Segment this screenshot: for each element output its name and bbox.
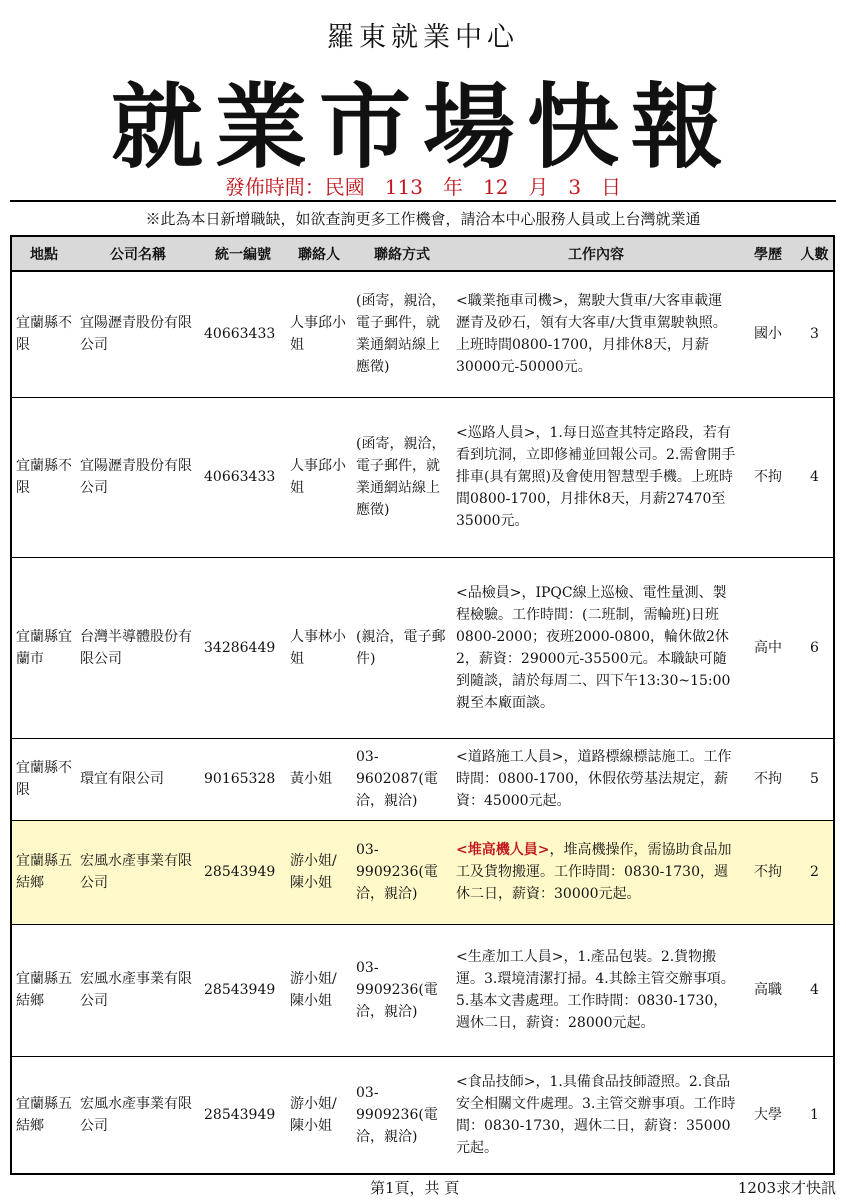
cell-education: 國小 (740, 271, 796, 397)
col-header-location: 地點 (12, 237, 76, 271)
table-row (12, 1056, 833, 1174)
cell-location: 宜蘭縣不限 (12, 271, 76, 397)
table-row (12, 738, 833, 820)
cell-content (452, 271, 740, 397)
cell-contact: 游小姐/陳小姐 (286, 924, 352, 1056)
job-content-text: <品檢員>，IPQC線上巡檢、電性量測、製程檢驗。工作時間：(二班制，需輪班)日班0800-2000；夜班2000-0800，輪休做2休2，薪資：29000元-35500元。本職缺可隨到隨談，請於每周二、四下午13:30~15:00親至本廠面談。 (456, 584, 731, 711)
cell-method: (親洽，電子郵件) (352, 557, 452, 738)
table-row (12, 397, 833, 557)
cell-contact: 人事邱小姐 (286, 271, 352, 397)
header-rule (10, 200, 836, 202)
document-code: 1203求才快訊 (737, 1179, 836, 1197)
publish-date: 發佈時間：民國 113 年 12 月 3 日 (224, 174, 622, 199)
cell-count: 3 (796, 271, 833, 397)
col-header-count: 人數 (796, 237, 833, 271)
cell-company: 台灣半導體股份有限公司 (76, 557, 200, 738)
cell-tax-id: 28543949 (200, 1056, 286, 1174)
cell-company: 宏風水產事業有限公司 (76, 820, 200, 924)
cell-location: 宜蘭縣宜蘭市 (12, 557, 76, 738)
job-content-text: <職業拖車司機>，駕駛大貨車/大客車載運瀝青及砂石，領有大客車/大貨車駕駛執照。上班時間0800-1700，月排休8天，月薪30000元-50000元。 (456, 293, 727, 376)
cell-tax-id: 90165328 (200, 738, 286, 820)
cell-education: 不拘 (740, 397, 796, 557)
cell-tax-id: 34286449 (200, 557, 286, 738)
job-content-text: <巡路人員>，1.每日巡查其特定路段，若有看到坑洞，立即修補並回報公司。2.需會開手排車(具有駕照)及會使用智慧型手機。上班時間0800-1700，月排休8天，月薪27470至35000元。 (456, 425, 736, 529)
cell-tax-id: 28543949 (200, 924, 286, 1056)
cell-education: 不拘 (740, 820, 796, 924)
cell-company: 宜陽瀝青股份有限公司 (76, 397, 200, 557)
cell-location: 宜蘭縣不限 (12, 738, 76, 820)
job-content-text: <食品技師>，1.具備食品技師證照。2.食品安全相關文件處理。3.主管交辦事項。工作時間：0830-1730，週休二日，薪資：35000元起。 (456, 1074, 736, 1157)
job-table-frame (10, 235, 835, 1175)
job-content-text: <道路施工人員>，道路標線標誌施工。工作時間：0800-1700，休假依勞基法規定，薪資：45000元起。 (456, 749, 732, 809)
cell-method: 03-9909236(電洽，親洽) (352, 820, 452, 924)
cell-location: 宜蘭縣五結鄉 (12, 820, 76, 924)
cell-company: 宏風水產事業有限公司 (76, 1056, 200, 1174)
cell-company: 宏風水產事業有限公司 (76, 924, 200, 1056)
table-header-row (12, 237, 833, 271)
cell-location: 宜蘭縣五結鄉 (12, 924, 76, 1056)
cell-content (452, 1056, 740, 1174)
cell-method: (函寄，親洽，電子郵件，就業通網站線上應徵) (352, 397, 452, 557)
table-row (12, 271, 833, 397)
cell-tax-id: 28543949 (200, 820, 286, 924)
col-header-method: 聯絡方式 (352, 237, 452, 271)
cell-method: (函寄，親洽，電子郵件，就業通網站線上應徵) (352, 271, 452, 397)
org-name: 羅東就業中心 (327, 21, 519, 53)
col-header-education: 學歷 (740, 237, 796, 271)
col-header-tax-id: 統一編號 (200, 237, 286, 271)
cell-tax-id: 40663433 (200, 397, 286, 557)
page-title: 就業市場快報 (110, 73, 735, 181)
cell-education: 不拘 (740, 738, 796, 820)
cell-content (452, 738, 740, 820)
cell-method: 03-9909236(電洽，親洽) (352, 924, 452, 1056)
cell-location: 宜蘭縣不限 (12, 397, 76, 557)
col-header-contact: 聯絡人 (286, 237, 352, 271)
cell-contact: 游小姐/陳小姐 (286, 820, 352, 924)
cell-method: 03-9909236(電洽，親洽) (352, 1056, 452, 1174)
job-table (12, 237, 833, 1174)
col-header-company: 公司名稱 (76, 237, 200, 271)
cell-company: 宜陽瀝青股份有限公司 (76, 271, 200, 397)
job-title-highlight: <堆高機人員> (456, 842, 550, 858)
cell-location: 宜蘭縣五結鄉 (12, 1056, 76, 1174)
page-number: 第1頁，共 頁 (370, 1179, 460, 1197)
cell-count: 2 (796, 820, 833, 924)
cell-education: 高職 (740, 924, 796, 1056)
notice-text: ※此為本日新增職缺，如欲查詢更多工作機會，請洽本中心服務人員或上台灣就業通 (145, 209, 701, 228)
cell-content (452, 820, 740, 924)
cell-tax-id: 40663433 (200, 271, 286, 397)
cell-count: 6 (796, 557, 833, 738)
table-row (12, 557, 833, 738)
job-content-text: <生產加工人員>，1.產品包裝。2.貨物搬運。3.環境清潔打掃。4.其餘主管交辦事項。5.基本文書處理。工作時間：0830-1730，週休二日，薪資：28000元起。 (456, 949, 735, 1031)
table-row (12, 924, 833, 1056)
cell-contact: 游小姐/陳小姐 (286, 1056, 352, 1174)
col-header-content: 工作內容 (452, 237, 740, 271)
cell-contact: 人事邱小姐 (286, 397, 352, 557)
cell-contact: 人事林小姐 (286, 557, 352, 738)
cell-education: 大學 (740, 1056, 796, 1174)
cell-education: 高中 (740, 557, 796, 738)
cell-count: 5 (796, 738, 833, 820)
cell-content (452, 924, 740, 1056)
job-content-text: ，堆高機操作，需協助食品加工及貨物搬運。工作時間：0830-1730，週休二日，薪資：30000元起。 (456, 842, 732, 902)
cell-content (452, 557, 740, 738)
cell-contact: 黃小姐 (286, 738, 352, 820)
cell-count: 1 (796, 1056, 833, 1174)
cell-content (452, 397, 740, 557)
cell-count: 4 (796, 397, 833, 557)
cell-method: 03-9602087(電洽，親洽) (352, 738, 452, 820)
table-row-highlighted (12, 820, 833, 924)
cell-count: 4 (796, 924, 833, 1056)
cell-company: 環宜有限公司 (76, 738, 200, 820)
